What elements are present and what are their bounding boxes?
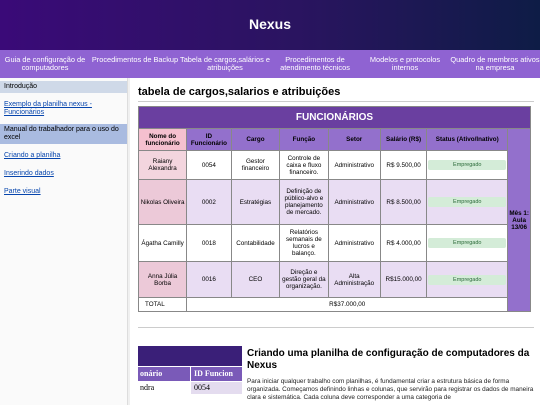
cell-status xyxy=(427,262,508,298)
cell-cargo: Gestor financeiro xyxy=(231,151,279,180)
table-row xyxy=(139,151,531,180)
cell-nome: Raiany Alexandra xyxy=(139,151,187,180)
cell-id: 0016 xyxy=(187,262,232,298)
nav-atendimento[interactable]: Procedimentos de atendimento técnicos xyxy=(280,55,350,72)
spreadsheet-preview-image xyxy=(138,346,242,405)
article-body: Para iniciar qualquer trabalho com planilhas, é fundamental criar a estrutura básica de forma organizada. Começamos definindo linhas e colunas, que servirão para registrar os dados de maneira clara e sistemática. Cada coluna deve corresponder a uma categoria de xyxy=(247,378,534,401)
sidebar-item-manual[interactable]: Manual do trabalhador para o uso do excel xyxy=(0,124,127,144)
table-row xyxy=(139,180,531,225)
table-row xyxy=(139,262,531,298)
site-header xyxy=(0,0,540,50)
month-side-label: Mês 1: Aula 13/06 xyxy=(508,129,531,312)
cell-salario: R$15.000,00 xyxy=(380,262,426,298)
site-title: Nexus xyxy=(248,16,292,32)
cell-nome: Ágatha Camilly xyxy=(139,225,187,262)
nav-modelos[interactable]: Modelos e protocolos internos xyxy=(369,55,441,72)
cell-setor: Administrativo xyxy=(328,151,380,180)
status-badge: Empregado xyxy=(428,197,506,207)
cell-id: 0002 xyxy=(187,180,232,225)
sidebar-item-criando[interactable]: Criando a planilha xyxy=(4,152,61,159)
status-badge: Empregado xyxy=(428,160,506,170)
preview-col-header-nome: onário xyxy=(138,367,190,381)
col-header-salario: Salário (R$) xyxy=(380,129,426,151)
col-header-funcao: Função xyxy=(280,129,328,151)
cell-setor: Administrativo xyxy=(328,180,380,225)
cell-funcao: Controle de caixa e fluxo financeiro. xyxy=(280,151,328,180)
cell-nome: Nikolas Oliveira xyxy=(139,180,187,225)
cell-status xyxy=(427,151,508,180)
nav-tabela[interactable]: Tabela de cargos,salários e atribuições xyxy=(180,55,270,72)
cell-status xyxy=(427,180,508,225)
main-content xyxy=(130,78,540,405)
cell-cargo: CEO xyxy=(231,262,279,298)
cell-nome: Anna Júlia Borba xyxy=(139,262,187,298)
section-heading: tabela de cargos,salarios e atribuições xyxy=(138,86,341,98)
nav-guia[interactable]: Guia de configuração de computadores xyxy=(4,55,86,72)
cell-id: 0054 xyxy=(187,151,232,180)
cell-funcao: Direção e gestão geral da organização. xyxy=(280,262,328,298)
article-title: Criando uma planilha de configuração de computadores da Nexus xyxy=(247,348,530,371)
status-badge: Empregado xyxy=(428,275,506,285)
sidebar-item-parte-visual[interactable]: Parte visual xyxy=(4,188,41,195)
cell-cargo: Estratégias xyxy=(231,180,279,225)
preview-cell-id: 0054 xyxy=(191,382,242,394)
table-caption: FUNCIONÁRIOS xyxy=(139,107,531,129)
sidebar-item-exemplo[interactable]: Exemplo da planilha nexus - Funcionários xyxy=(4,101,92,116)
top-nav xyxy=(0,50,540,78)
cell-funcao: Relatórios semanais de lucros e balanço. xyxy=(280,225,328,262)
total-label: TOTAL xyxy=(139,298,187,312)
table-row xyxy=(139,225,531,262)
col-header-setor: Setor xyxy=(328,129,380,151)
col-header-cargo: Cargo xyxy=(231,129,279,151)
cell-salario: R$ 8.500,00 xyxy=(380,180,426,225)
preview-title-band xyxy=(138,346,242,366)
cell-salario: R$ 9.500,00 xyxy=(380,151,426,180)
cell-cargo: Contabilidade xyxy=(231,225,279,262)
section-divider xyxy=(138,327,534,328)
nav-backup[interactable]: Procedimentos de Backup xyxy=(91,55,179,64)
cell-setor: Administrativo xyxy=(328,225,380,262)
status-badge: Empregado xyxy=(428,238,506,248)
total-row xyxy=(139,298,531,312)
cell-status xyxy=(427,225,508,262)
nav-quadro[interactable]: Quadro de membros ativos na empresa xyxy=(450,55,540,72)
funcionarios-table xyxy=(138,106,531,312)
sidebar-item-inserindo[interactable]: Inserindo dados xyxy=(4,170,54,177)
col-header-id: ID Funcionário xyxy=(187,129,232,151)
table-header-row xyxy=(139,129,531,151)
col-header-nome: Nome do funcionário xyxy=(139,129,187,151)
preview-col-header-id: ID Funcion xyxy=(191,367,242,381)
total-value: R$37.000,00 xyxy=(187,298,508,312)
cell-id: 0018 xyxy=(187,225,232,262)
preview-cell-nome: ndra xyxy=(138,382,190,394)
cell-funcao: Definição de público-alvo e planejamento de mercado. xyxy=(280,180,328,225)
col-header-status: Status (Ativo/Inativo) xyxy=(427,129,508,151)
sidebar xyxy=(0,78,128,405)
heading-divider xyxy=(138,101,534,102)
cell-salario: R$ 4.000,00 xyxy=(380,225,426,262)
article-section xyxy=(247,348,537,402)
sidebar-item-introducao[interactable]: Introdução xyxy=(0,81,127,93)
cell-setor: Alta Administração xyxy=(328,262,380,298)
